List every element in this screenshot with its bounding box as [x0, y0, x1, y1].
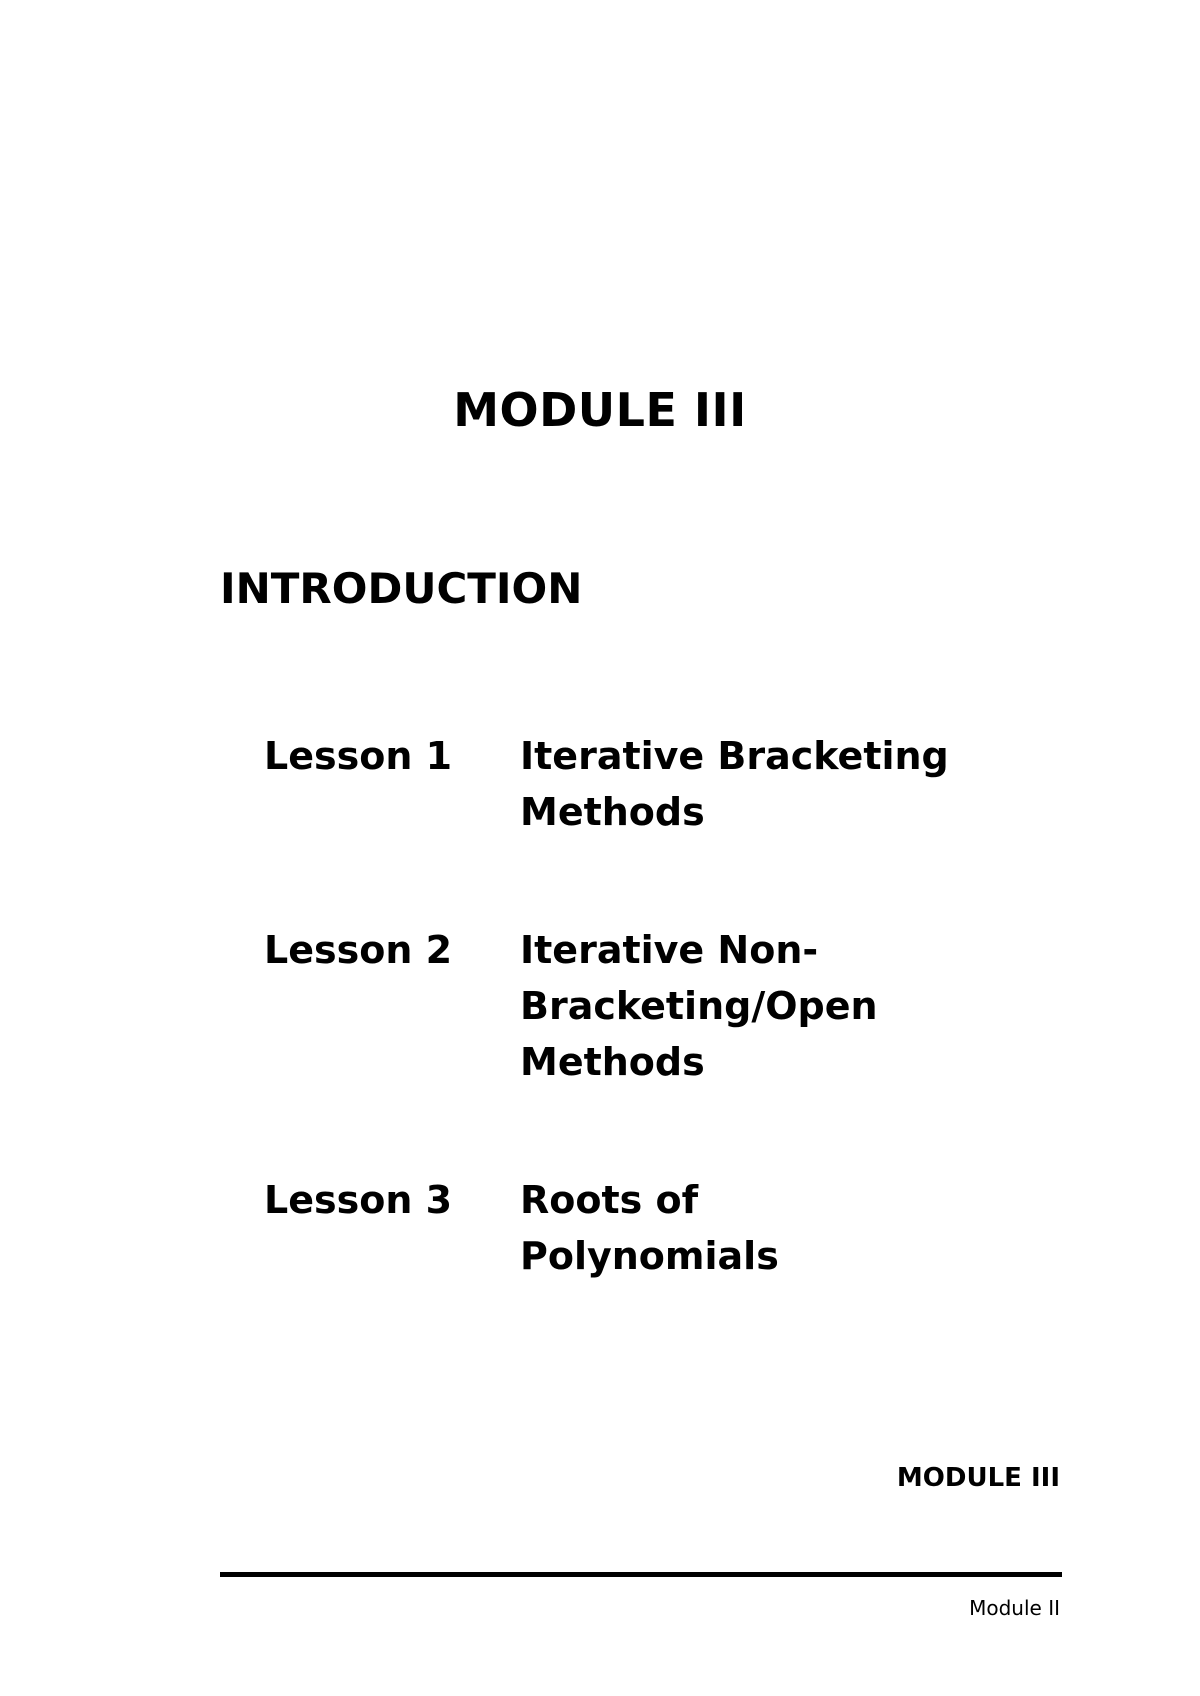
lesson-number: Lesson 3 [264, 1178, 453, 1222]
lesson-number: Lesson 2 [264, 928, 453, 972]
lesson-item-2 [264, 922, 1024, 1090]
page-footer-label: Module II [969, 1596, 1060, 1620]
footer-module-label: MODULE III [896, 1463, 1060, 1493]
lesson-number: Lesson 1 [264, 734, 453, 778]
introduction-heading: INTRODUCTION [220, 564, 583, 613]
lesson-title: Iterative Non-Bracketing/Open Methods [520, 928, 878, 1084]
lesson-item-3 [264, 1172, 1024, 1284]
lesson-title: Iterative Bracketing Methods [520, 734, 949, 834]
footer-divider [220, 1572, 1062, 1577]
module-title: MODULE III [453, 383, 747, 437]
lesson-list [264, 728, 1024, 1284]
lesson-title: Roots of Polynomials [520, 1178, 779, 1278]
lesson-item-1 [264, 728, 1024, 840]
